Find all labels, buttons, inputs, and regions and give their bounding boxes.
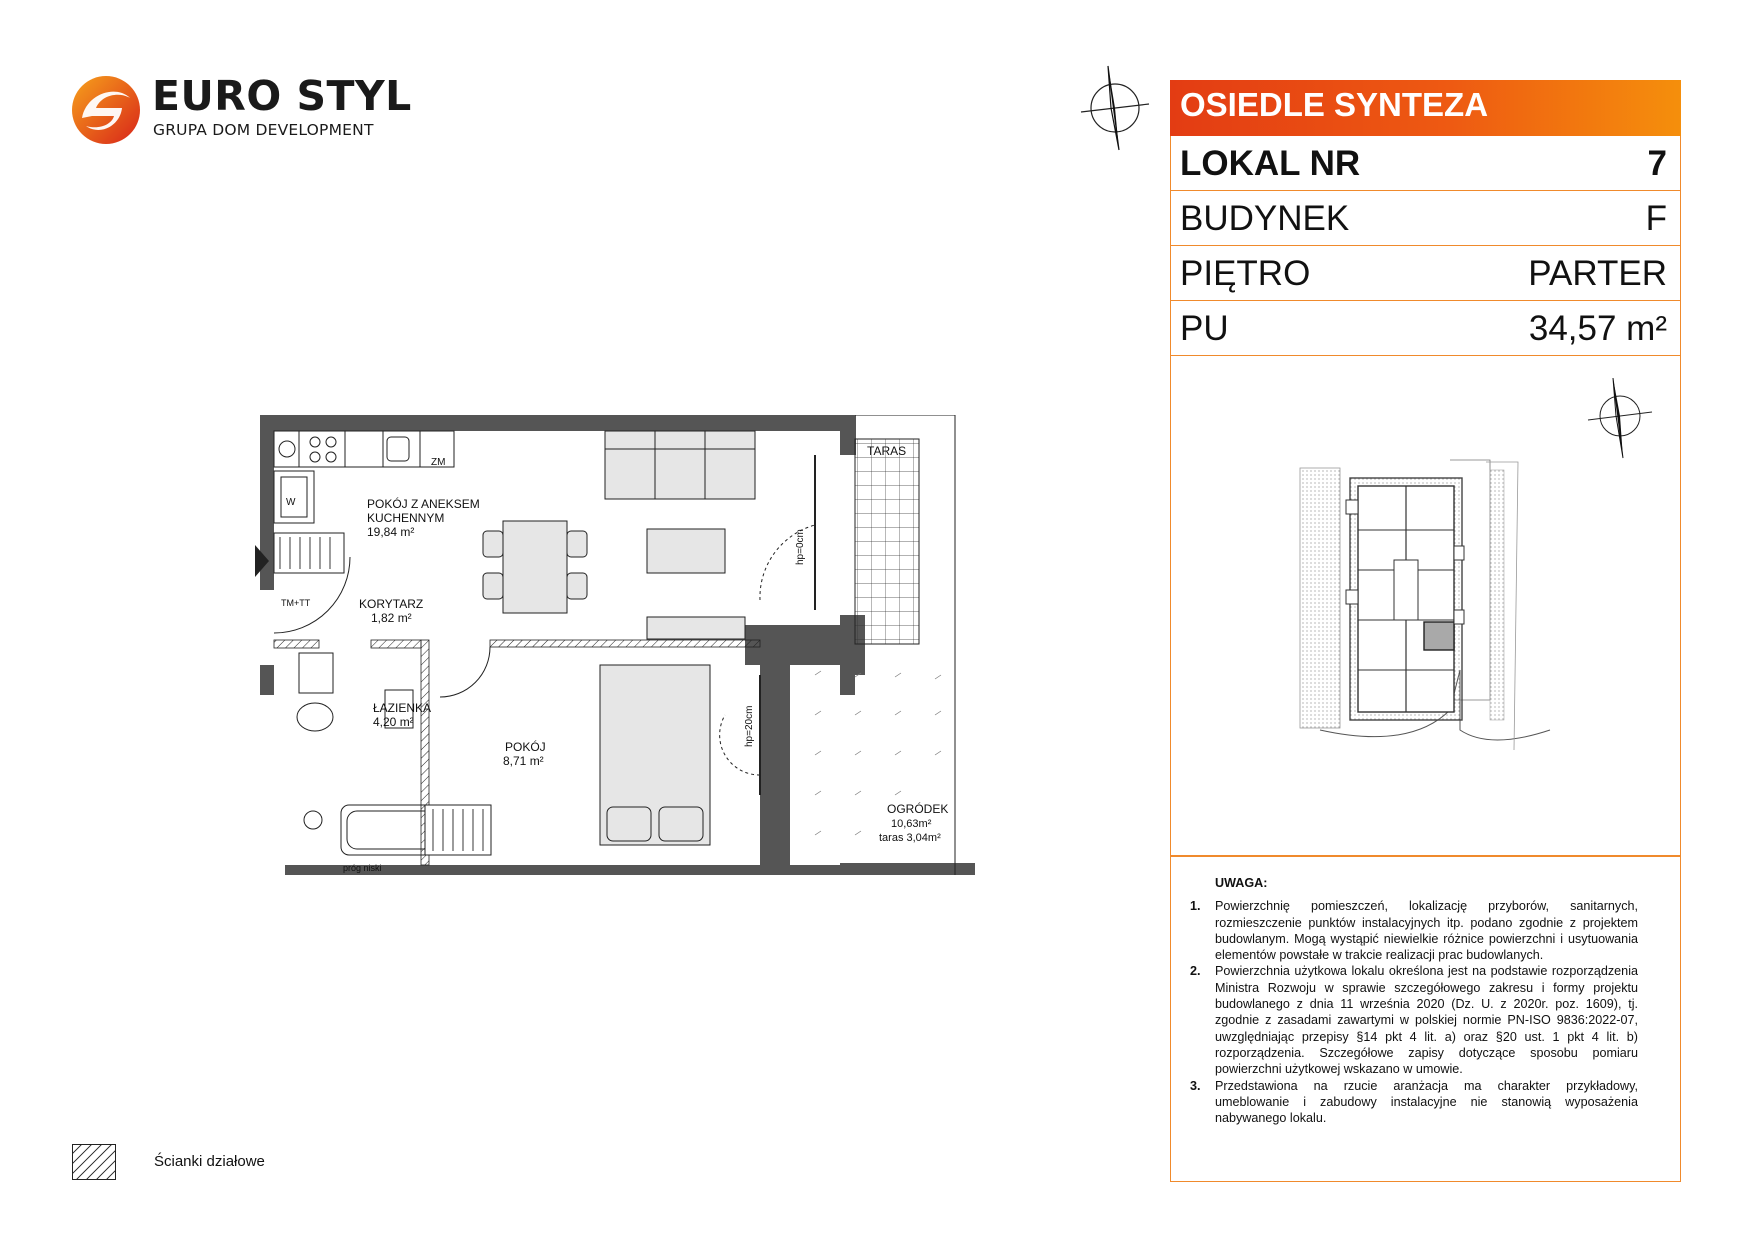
row-label: PU (1180, 309, 1229, 348)
prog-niski-label: próg niski (343, 863, 382, 873)
wall-block (745, 625, 855, 665)
row-value: 7 (1647, 144, 1667, 183)
terrace-label: TARAS (867, 444, 907, 458)
room-name: ŁAZIENKA (373, 701, 432, 715)
bed (600, 665, 710, 845)
w-label: W (286, 497, 296, 508)
row-value: 34,57 m² (1528, 309, 1667, 348)
room-name: POKÓJ Z ANEKSEM (367, 497, 480, 511)
coffee-table (647, 529, 725, 573)
wardrobe (274, 533, 344, 573)
terrace (855, 439, 919, 644)
garden-taras: taras 3,04m² (879, 832, 941, 844)
room-name: POKÓJ (505, 740, 546, 754)
hatch-pattern-icon (72, 1144, 116, 1180)
room-area: 19,84 m² (367, 525, 415, 539)
brand-subtitle: GRUPA DOM DEVELOPMENT (153, 121, 374, 139)
note-text: Powierzchnię pomieszczeń, lokalizację przyborów, sanitarnych, rozmieszczenie punktów instalacyjnych itp. podano zgodnie z projektem budowlanym. Mogą wystąpić niewielkie różnice powierzchni i usytuowania elementów powstałe w trakcie realizacji prac budowlanych. (1215, 899, 1638, 963)
tm-tt-label: TM+TT (281, 598, 311, 608)
room-name: KORYTARZ (359, 597, 424, 611)
row-lokal (1170, 136, 1681, 191)
note-text: Powierzchnia użytkowa lokalu określona jest na podstawie rozporządzenia Ministra Rozwoju w sprawie szczegółowego zakresu i formy projektu budowlanego z dnia 11 września 2020 (Dz. U. z 2020r. poz. 1609), tj. zgodnie z zasadami zawartymi w polskiej normie PN-ISO 9836:2022-07, uwzględniając przepisy §14 pkt 4 lit. a) oraz §20 ust. 1 pkt 4 lit. b) rozporządzenia. Szczegółowe zapisy dotyczące sposobu pomiaru powierzchni użytkowej wskazano w umowie. (1215, 964, 1638, 1077)
row-label: PIĘTRO (1180, 254, 1311, 293)
legend-label: Ścianki działowe (154, 1153, 265, 1170)
site-plan (1290, 370, 1670, 770)
bedroom-wardrobe (425, 805, 491, 855)
brand-name: EURO STYL (152, 72, 412, 120)
note-item (1190, 963, 1638, 1077)
tv-cabinet (647, 617, 745, 639)
row-pietro (1170, 246, 1681, 301)
sofa (605, 431, 755, 499)
note-number: 2. (1190, 964, 1201, 979)
compass-icon (1588, 378, 1652, 458)
room-area: 8,71 m² (503, 754, 544, 768)
hp20-label: hp=20cm (744, 705, 755, 747)
room-name: KUCHENNYM (367, 511, 445, 525)
notes-title: UWAGA: (1215, 876, 1268, 890)
row-label: LOKAL NR (1180, 144, 1361, 183)
row-budynek (1170, 191, 1681, 246)
estate-name: OSIEDLE SYNTEZA (1180, 86, 1489, 123)
hp0-label: hp=0cm (795, 529, 806, 565)
row-value: PARTER (1528, 254, 1667, 293)
wall-block (760, 665, 790, 875)
garden-name: OGRÓDEK (887, 802, 949, 816)
panel-divider (1170, 855, 1681, 857)
room-area: 4,20 m² (373, 715, 414, 729)
room-area: 1,82 m² (371, 611, 412, 625)
floor-plan (255, 415, 975, 875)
row-label: BUDYNEK (1180, 199, 1350, 238)
note-item (1190, 1078, 1638, 1127)
row-value: F (1645, 199, 1667, 238)
note-text: Przedstawiona na rzucie aranżacja ma charakter przykładowy, umeblowanie i zabudowy instalacyjne nie stanowią wyposażenia nabywanego lokalu. (1215, 1078, 1638, 1126)
note-item (1190, 898, 1638, 963)
note-number: 3. (1190, 1078, 1201, 1093)
note-number: 1. (1190, 899, 1201, 914)
logo-mark-icon (70, 74, 142, 146)
notes (1190, 875, 1638, 1126)
compass-icon (1075, 60, 1155, 155)
row-pu (1170, 301, 1681, 356)
zm-label: ZM (431, 457, 446, 468)
garden-area: 10,63m² (891, 818, 932, 830)
